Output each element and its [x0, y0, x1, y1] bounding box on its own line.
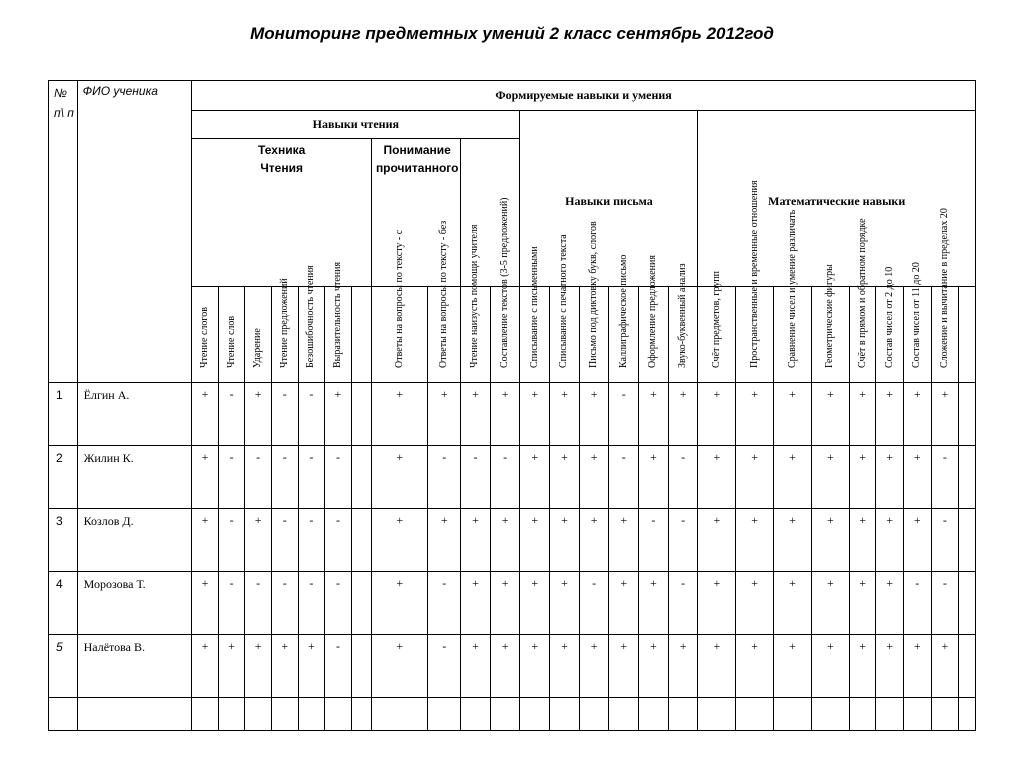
mark-cell	[849, 698, 876, 731]
mark-cell: -	[218, 509, 245, 572]
mark-cell: +	[876, 383, 904, 446]
mark-cell: +	[192, 635, 219, 698]
mark-cell: -	[579, 572, 609, 635]
skill-column-header	[698, 270, 736, 383]
mark-cell: +	[609, 635, 639, 698]
mark-cell: +	[698, 446, 736, 509]
mark-cell: +	[698, 572, 736, 635]
reading-understanding-header: Понимание прочитанного	[372, 139, 461, 287]
mark-cell	[298, 698, 325, 731]
mark-cell: +	[550, 635, 580, 698]
mark-cell	[271, 698, 298, 731]
skill-column-header	[550, 234, 580, 383]
mark-cell: -	[931, 572, 959, 635]
mark-cell: +	[579, 383, 609, 446]
skill-column-header	[298, 265, 325, 383]
mark-cell	[351, 635, 371, 698]
mark-cell: +	[550, 446, 580, 509]
monitoring-table	[48, 80, 976, 731]
mark-cell: +	[579, 446, 609, 509]
mark-cell: +	[876, 635, 904, 698]
mark-cell: +	[668, 635, 698, 698]
mark-cell: +	[774, 635, 812, 698]
mark-cell	[245, 698, 272, 731]
skill-column-label: Письмо под диктовку букв, слогов	[588, 221, 600, 368]
mark-cell: -	[271, 446, 298, 509]
mark-cell: +	[372, 383, 428, 446]
skill-column-label: Счёт в прямом и обратном порядке	[856, 218, 868, 368]
mark-cell: -	[218, 572, 245, 635]
mark-cell	[461, 698, 491, 731]
skill-column-header	[609, 254, 639, 383]
student-number: 3	[49, 509, 78, 572]
skill-column-header	[774, 209, 812, 383]
mark-cell	[876, 698, 904, 731]
mark-cell: +	[811, 446, 849, 509]
skill-column-label: Ударение	[252, 328, 264, 368]
mark-cell: +	[736, 383, 774, 446]
skill-column-label: Безошибочность чтения	[305, 265, 317, 368]
mark-cell	[579, 698, 609, 731]
mark-cell: -	[903, 572, 931, 635]
mark-cell: -	[668, 446, 698, 509]
student-name: Жилин К.	[77, 446, 192, 509]
mark-cell: +	[876, 509, 904, 572]
mark-cell: +	[192, 383, 219, 446]
skill-column-header	[736, 180, 774, 383]
mark-cell: +	[931, 383, 959, 446]
mark-cell	[372, 698, 428, 731]
mark-cell: +	[428, 383, 461, 446]
skill-column-label: Состав чисел от 2 до 10	[883, 266, 895, 368]
mark-cell: -	[298, 446, 325, 509]
mark-cell: +	[461, 509, 491, 572]
skill-column-label: Состав чисел от 11 до 20	[911, 262, 923, 368]
skill-column-header	[271, 278, 298, 383]
student-name	[77, 698, 192, 731]
skill-column-header	[351, 287, 371, 383]
mark-cell	[325, 698, 352, 731]
mark-cell	[351, 446, 371, 509]
skill-column-header	[849, 218, 876, 383]
skill-column-label: Каллиграфическое письмо	[617, 254, 629, 368]
mark-cell	[959, 572, 976, 635]
mark-cell: +	[736, 446, 774, 509]
mark-cell: +	[931, 635, 959, 698]
skill-column-label: Звуко-буквенный анализ	[677, 263, 689, 368]
skill-column-label: Оформление предложения	[647, 255, 659, 368]
mark-cell: +	[736, 635, 774, 698]
mark-cell: +	[903, 635, 931, 698]
mark-cell	[959, 446, 976, 509]
mark-cell: +	[876, 446, 904, 509]
mark-cell: +	[271, 635, 298, 698]
mark-cell: +	[811, 572, 849, 635]
mark-cell	[959, 635, 976, 698]
mark-cell	[351, 572, 371, 635]
mark-cell: +	[903, 446, 931, 509]
mark-cell: +	[774, 572, 812, 635]
number-header: № п\ п	[49, 81, 78, 383]
skill-column-header	[520, 246, 550, 383]
skill-column-header	[490, 197, 520, 383]
mark-cell	[192, 698, 219, 731]
mark-cell: -	[325, 509, 352, 572]
mark-cell: -	[298, 509, 325, 572]
skill-column-label: Чтение предложений	[278, 278, 290, 368]
student-number: 4	[49, 572, 78, 635]
student-number: 5	[49, 635, 78, 698]
skill-column-header	[372, 229, 428, 383]
mark-cell: +	[461, 383, 491, 446]
mark-cell: +	[192, 509, 219, 572]
writing-skills-header: Навыки письма	[520, 111, 698, 287]
mark-cell	[351, 698, 371, 731]
skill-column-header	[811, 264, 849, 383]
mark-cell: +	[520, 383, 550, 446]
mark-cell: +	[849, 509, 876, 572]
skill-column-label: Сравнение чисел и умение различать	[786, 209, 798, 368]
skill-column-label: Чтение слов	[225, 315, 237, 368]
skill-column-label: Чтение слогов	[198, 307, 210, 368]
table-row	[49, 383, 976, 446]
skill-column-header	[461, 224, 491, 383]
table-row	[49, 446, 976, 509]
mark-cell	[931, 698, 959, 731]
mark-cell: +	[245, 635, 272, 698]
student-name-header: ФИО ученика	[77, 81, 192, 383]
table-row	[49, 698, 976, 731]
mark-cell: +	[609, 572, 639, 635]
mark-cell: +	[461, 635, 491, 698]
skill-column-header	[959, 287, 976, 383]
mark-cell: +	[811, 383, 849, 446]
mark-cell: -	[245, 446, 272, 509]
reading-technique-header: Техника Чтения	[192, 139, 372, 287]
mark-cell: +	[192, 572, 219, 635]
mark-cell: -	[931, 509, 959, 572]
student-name: Налётова В.	[77, 635, 192, 698]
table-row	[49, 572, 976, 635]
mark-cell: +	[520, 446, 550, 509]
mark-cell	[351, 383, 371, 446]
mark-cell: +	[245, 383, 272, 446]
skills-header: Формируемые навыки и умения	[192, 81, 976, 111]
mark-cell: -	[428, 635, 461, 698]
mark-cell: -	[668, 509, 698, 572]
skill-column-label: Счёт предметов, групп	[710, 270, 722, 368]
mark-cell: -	[931, 446, 959, 509]
skill-column-header	[668, 263, 698, 383]
mark-cell: +	[903, 383, 931, 446]
reading-skills-header: Навыки чтения	[192, 111, 520, 139]
mark-cell: -	[271, 509, 298, 572]
mark-cell: -	[298, 572, 325, 635]
mark-cell: -	[461, 446, 491, 509]
skill-column-header	[876, 266, 904, 383]
mark-cell: +	[774, 383, 812, 446]
mark-cell: +	[372, 446, 428, 509]
mark-cell: +	[579, 635, 609, 698]
mark-cell	[959, 509, 976, 572]
mark-cell: +	[520, 635, 550, 698]
table-row	[49, 635, 976, 698]
mark-cell: -	[609, 446, 639, 509]
mark-cell: +	[698, 383, 736, 446]
mark-cell: +	[849, 383, 876, 446]
skill-column-label: Чтение наизусть помощи учителя	[469, 224, 481, 368]
mark-cell: +	[490, 509, 520, 572]
mark-cell: +	[639, 383, 669, 446]
mark-cell	[218, 698, 245, 731]
mark-cell: +	[490, 383, 520, 446]
mark-cell: +	[520, 509, 550, 572]
mark-cell: +	[550, 572, 580, 635]
mark-cell: -	[428, 572, 461, 635]
mark-cell: +	[372, 572, 428, 635]
mark-cell: +	[849, 572, 876, 635]
mark-cell: -	[428, 446, 461, 509]
math-skills-header: Математические навыки	[698, 111, 976, 287]
skill-column-label: Выразительность чтения	[331, 261, 343, 368]
mark-cell	[903, 698, 931, 731]
mark-cell: +	[668, 383, 698, 446]
student-number: 2	[49, 446, 78, 509]
mark-cell: -	[271, 383, 298, 446]
mark-cell: +	[609, 509, 639, 572]
mark-cell	[959, 383, 976, 446]
skill-column-header	[192, 287, 219, 383]
mark-cell: +	[428, 509, 461, 572]
skill-column-header	[428, 220, 461, 383]
mark-cell: -	[218, 383, 245, 446]
student-name: Козлов Д.	[77, 509, 192, 572]
mark-cell	[698, 698, 736, 731]
mark-cell: -	[639, 509, 669, 572]
mark-cell: -	[271, 572, 298, 635]
mark-cell: +	[372, 635, 428, 698]
mark-cell: +	[579, 509, 609, 572]
mark-cell	[668, 698, 698, 731]
mark-cell	[351, 509, 371, 572]
student-number: 1	[49, 383, 78, 446]
mark-cell: +	[811, 635, 849, 698]
skill-column-label: Списывание с письменными	[528, 246, 540, 368]
skill-column-header	[245, 287, 272, 383]
mark-cell	[609, 698, 639, 731]
skill-column-header	[218, 287, 245, 383]
mark-cell: +	[774, 509, 812, 572]
mark-cell	[428, 698, 461, 731]
mark-cell: -	[325, 572, 352, 635]
student-name: Ёлгин А.	[77, 383, 192, 446]
mark-cell: +	[325, 383, 352, 446]
mark-cell	[811, 698, 849, 731]
mark-cell	[639, 698, 669, 731]
mark-cell: +	[550, 383, 580, 446]
mark-cell: -	[218, 446, 245, 509]
skill-column-header	[903, 262, 931, 383]
mark-cell: +	[245, 509, 272, 572]
skill-column-header	[579, 221, 609, 383]
mark-cell: +	[192, 446, 219, 509]
skill-column-header	[639, 255, 669, 383]
mark-cell: +	[736, 572, 774, 635]
skill-column-header	[325, 261, 352, 383]
mark-cell: -	[490, 446, 520, 509]
mark-cell: +	[218, 635, 245, 698]
mark-cell: -	[609, 383, 639, 446]
mark-cell: +	[876, 572, 904, 635]
table-row	[49, 509, 976, 572]
mark-cell: -	[245, 572, 272, 635]
mark-cell: +	[698, 509, 736, 572]
mark-cell: +	[372, 509, 428, 572]
skill-column-label: Списывание с печатного текста	[558, 234, 570, 368]
student-name: Морозова Т.	[77, 572, 192, 635]
mark-cell: +	[736, 509, 774, 572]
mark-cell	[959, 698, 976, 731]
mark-cell: +	[639, 572, 669, 635]
mark-cell: +	[811, 509, 849, 572]
mark-cell: +	[698, 635, 736, 698]
skill-column-label: Составление текстов (3-5 предложений)	[499, 197, 511, 368]
mark-cell: -	[325, 635, 352, 698]
mark-cell	[520, 698, 550, 731]
mark-cell: -	[668, 572, 698, 635]
mark-cell: +	[298, 635, 325, 698]
mark-cell: +	[774, 446, 812, 509]
mark-cell: +	[903, 509, 931, 572]
mark-cell	[736, 698, 774, 731]
student-number	[49, 698, 78, 731]
mark-cell: +	[490, 572, 520, 635]
mark-cell: +	[520, 572, 550, 635]
mark-cell: +	[639, 446, 669, 509]
mark-cell: +	[550, 509, 580, 572]
mark-cell: +	[639, 635, 669, 698]
mark-cell: +	[490, 635, 520, 698]
mark-cell	[774, 698, 812, 731]
skill-column-label: Геометрические фигуры	[824, 264, 836, 368]
skill-column-header	[931, 208, 959, 383]
skill-column-label: Ответы на вопросы по тексту - с	[393, 229, 405, 368]
skill-column-label: Ответы на вопросы по тексту - без	[438, 220, 450, 368]
mark-cell: -	[325, 446, 352, 509]
mark-cell: -	[298, 383, 325, 446]
mark-cell: +	[849, 446, 876, 509]
page-title: Мониторинг предметных умений 2 класс сентябрь 2012год	[250, 24, 774, 43]
mark-cell	[490, 698, 520, 731]
mark-cell: +	[461, 572, 491, 635]
mark-cell	[550, 698, 580, 731]
skill-column-label: Пространственные и временные отношения	[748, 180, 760, 368]
mark-cell: +	[849, 635, 876, 698]
skill-column-label: Сложение и вычитание в пределах 20	[938, 208, 950, 368]
